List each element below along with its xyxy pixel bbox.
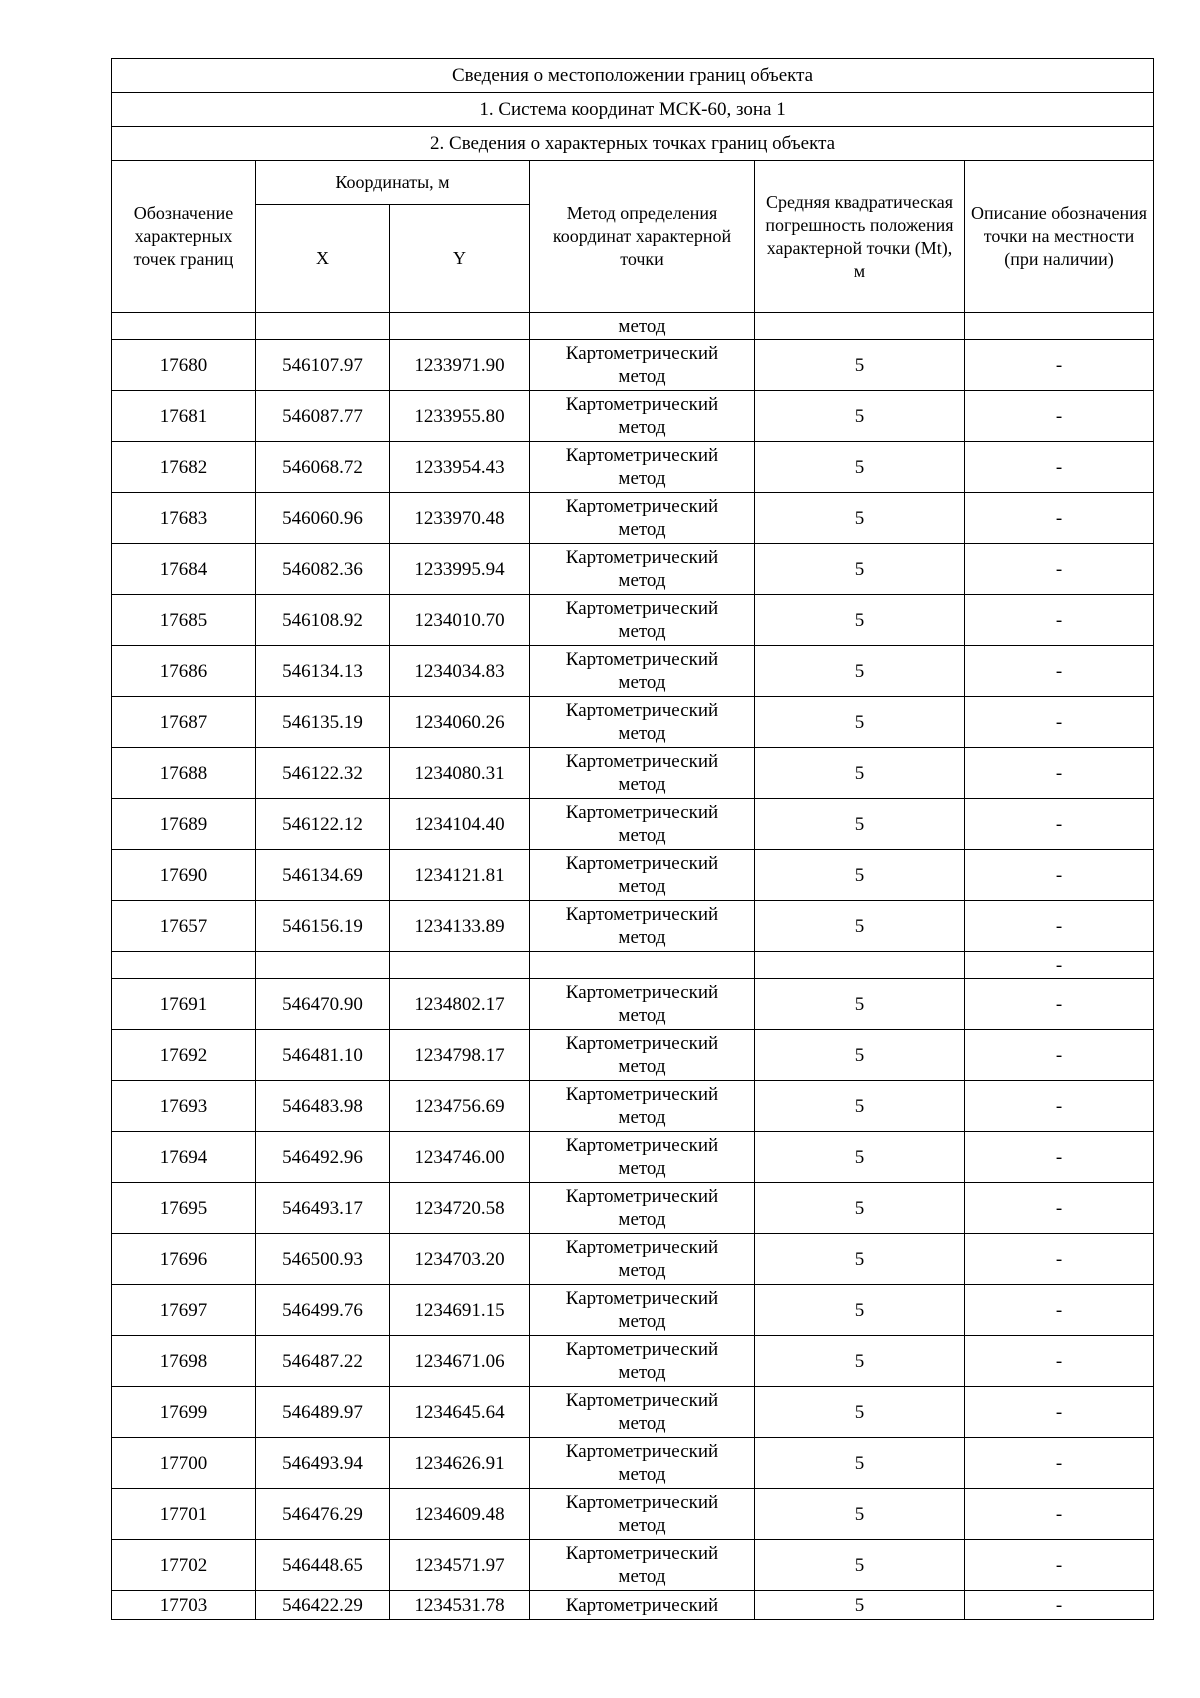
method-line-2: метод xyxy=(618,519,666,540)
cell-x: 546108.92 xyxy=(256,595,390,646)
table-row xyxy=(112,748,1154,799)
method-line-1: Картометрический xyxy=(565,649,719,670)
method-line-1: Картометрический xyxy=(565,598,719,619)
header-method: Метод определения координат характерной точки xyxy=(530,161,755,313)
cell-method xyxy=(530,1489,755,1540)
cell-x: 546134.13 xyxy=(256,646,390,697)
cell-desc: - xyxy=(965,748,1154,799)
cell-desc: - xyxy=(965,1336,1154,1387)
cell-mt: 5 xyxy=(755,1387,965,1438)
cell-mt: 5 xyxy=(755,544,965,595)
cell-x: 546087.77 xyxy=(256,391,390,442)
cell-x: 546492.96 xyxy=(256,1132,390,1183)
method-line-1: Картометрический xyxy=(565,1441,719,1462)
cell-mt: 5 xyxy=(755,850,965,901)
cell-mt: 5 xyxy=(755,979,965,1030)
cell-y: 1234034.83 xyxy=(390,646,530,697)
cell-desc: - xyxy=(965,1183,1154,1234)
table-row xyxy=(112,1387,1154,1438)
cell-y: 1234010.70 xyxy=(390,595,530,646)
cell-mt: 5 xyxy=(755,901,965,952)
cell-y: 1234121.81 xyxy=(390,850,530,901)
cell-x: 546500.93 xyxy=(256,1234,390,1285)
method-line-1: Картометрический xyxy=(565,853,719,874)
cell-y: 1234609.48 xyxy=(390,1489,530,1540)
method-line-2: метод xyxy=(618,570,666,591)
cell-y: 1233995.94 xyxy=(390,544,530,595)
cell-id: 17690 xyxy=(112,850,256,901)
method-line-2: метод xyxy=(618,1260,666,1281)
method-line-1: Картометрический xyxy=(565,751,719,772)
table-row xyxy=(112,1540,1154,1591)
cell-x: 546068.72 xyxy=(256,442,390,493)
cell-mt: 5 xyxy=(755,1336,965,1387)
table-row xyxy=(112,1438,1154,1489)
method-line-2: метод xyxy=(618,366,666,387)
method-line-1: Картометрический xyxy=(565,343,719,364)
cell-mt: 5 xyxy=(755,1438,965,1489)
table-row xyxy=(112,595,1154,646)
cell-y: 1234746.00 xyxy=(390,1132,530,1183)
table-row xyxy=(112,1336,1154,1387)
cell-id xyxy=(112,952,256,979)
method-line-2: метод xyxy=(618,1464,666,1485)
method-line-2: метод xyxy=(618,774,666,795)
cell-desc: - xyxy=(965,646,1154,697)
cell-x: 546483.98 xyxy=(256,1081,390,1132)
cell-y xyxy=(390,952,530,979)
cell-x: 546122.32 xyxy=(256,748,390,799)
cell-y: 1233954.43 xyxy=(390,442,530,493)
cell-desc: - xyxy=(965,1540,1154,1591)
method-line-1: Картометрический xyxy=(565,394,719,415)
method-line-1: Картометрический xyxy=(565,547,719,568)
cell-method xyxy=(530,1387,755,1438)
cell-id: 17700 xyxy=(112,1438,256,1489)
cell-mt xyxy=(755,313,965,340)
cell-desc: - xyxy=(965,1285,1154,1336)
method-line-1: Картометрический xyxy=(565,700,719,721)
cell-x: 546493.17 xyxy=(256,1183,390,1234)
cell-mt: 5 xyxy=(755,1234,965,1285)
table-row xyxy=(112,493,1154,544)
cell-desc: - xyxy=(965,1081,1154,1132)
cell-desc: - xyxy=(965,595,1154,646)
table-row xyxy=(112,1489,1154,1540)
cell-id: 17683 xyxy=(112,493,256,544)
cell-method xyxy=(530,979,755,1030)
method-line-1: Картометрический xyxy=(565,496,719,517)
cell-id: 17685 xyxy=(112,595,256,646)
table-row xyxy=(112,1591,1154,1620)
header-description: Описание обозначения точки на местности (при наличии) xyxy=(965,161,1154,313)
table-row xyxy=(112,901,1154,952)
cell-desc: - xyxy=(965,952,1154,979)
method-line-2: метод xyxy=(618,1005,666,1026)
coordinate-system-title: 1. Система координат МСК-60, зона 1 xyxy=(112,93,1154,127)
cell-desc: - xyxy=(965,442,1154,493)
method-line-1: Картометрический xyxy=(565,1339,719,1360)
cell-x: 546489.97 xyxy=(256,1387,390,1438)
cell-mt: 5 xyxy=(755,340,965,391)
method-line-2: метод xyxy=(618,1362,666,1383)
cell-mt: 5 xyxy=(755,595,965,646)
method-line-1: Картометрический xyxy=(565,445,719,466)
cell-mt: 5 xyxy=(755,1591,965,1620)
table-row xyxy=(112,1183,1154,1234)
header-x: X xyxy=(256,205,390,313)
cell-method xyxy=(530,391,755,442)
cell-id: 17702 xyxy=(112,1540,256,1591)
cell-id: 17688 xyxy=(112,748,256,799)
cell-mt: 5 xyxy=(755,1030,965,1081)
cell-id: 17684 xyxy=(112,544,256,595)
cell-id: 17691 xyxy=(112,979,256,1030)
cell-x: 546060.96 xyxy=(256,493,390,544)
cell-x: 546493.94 xyxy=(256,1438,390,1489)
method-line-2: метод xyxy=(618,1566,666,1587)
method-line-1: Картометрический xyxy=(565,904,719,925)
cell-method xyxy=(530,340,755,391)
method-line-1: Картометрический xyxy=(565,1186,719,1207)
cell-x xyxy=(256,952,390,979)
method-line-1: Картометрический xyxy=(565,1390,719,1411)
cell-mt: 5 xyxy=(755,748,965,799)
method-line-1: Картометрический xyxy=(565,1288,719,1309)
header-mean-error: Средняя квадратическая погрешность положения характерной точки (Mt), м xyxy=(755,161,965,313)
cell-id: 17680 xyxy=(112,340,256,391)
table-row xyxy=(112,1132,1154,1183)
cell-y: 1234571.97 xyxy=(390,1540,530,1591)
cell-id: 17682 xyxy=(112,442,256,493)
method-line-2: метод xyxy=(618,621,666,642)
cell-x: 546122.12 xyxy=(256,799,390,850)
cell-x: 546156.19 xyxy=(256,901,390,952)
method-line-2: метод xyxy=(618,825,666,846)
method-line-1: Картометрический xyxy=(565,982,719,1003)
cell-desc: - xyxy=(965,1030,1154,1081)
cell-id: 17686 xyxy=(112,646,256,697)
cell-desc: - xyxy=(965,901,1154,952)
cell-method xyxy=(530,595,755,646)
cell-y: 1234626.91 xyxy=(390,1438,530,1489)
cell-id: 17699 xyxy=(112,1387,256,1438)
cell-y: 1234645.64 xyxy=(390,1387,530,1438)
cell-method xyxy=(530,1285,755,1336)
cell-id: 17696 xyxy=(112,1234,256,1285)
cell-desc: - xyxy=(965,493,1154,544)
cell-y: 1234671.06 xyxy=(390,1336,530,1387)
cell-desc: - xyxy=(965,391,1154,442)
cell-mt: 5 xyxy=(755,1183,965,1234)
method-line-2: метод xyxy=(618,468,666,489)
cell-method xyxy=(530,952,755,979)
table-row xyxy=(112,391,1154,442)
method-line-2: метод xyxy=(618,1107,666,1128)
cell-mt: 5 xyxy=(755,1132,965,1183)
cell-y: 1234104.40 xyxy=(390,799,530,850)
cell-desc: - xyxy=(965,799,1154,850)
cell-desc: - xyxy=(965,1234,1154,1285)
cell-method xyxy=(530,1438,755,1489)
cell-y: 1234531.78 xyxy=(390,1591,530,1620)
separator-row xyxy=(112,952,1154,979)
cell-mt: 5 xyxy=(755,799,965,850)
table-row xyxy=(112,646,1154,697)
cell-x: 546422.29 xyxy=(256,1591,390,1620)
cell-y: 1234756.69 xyxy=(390,1081,530,1132)
cell-y xyxy=(390,313,530,340)
method-line-2: метод xyxy=(618,876,666,897)
cell-id: 17703 xyxy=(112,1591,256,1620)
table-row xyxy=(112,979,1154,1030)
cell-method xyxy=(530,1183,755,1234)
method-line-2: метод xyxy=(618,672,666,693)
cell-id: 17697 xyxy=(112,1285,256,1336)
cell-id: 17692 xyxy=(112,1030,256,1081)
header-coordinates: Координаты, м xyxy=(256,161,530,205)
table-row xyxy=(112,1030,1154,1081)
cell-desc: - xyxy=(965,1387,1154,1438)
cell-id: 17681 xyxy=(112,391,256,442)
cell-method xyxy=(530,1030,755,1081)
cell-mt: 5 xyxy=(755,442,965,493)
cell-y: 1234802.17 xyxy=(390,979,530,1030)
method-line-2: метод xyxy=(618,1311,666,1332)
table-row xyxy=(112,1285,1154,1336)
cell-method: метод xyxy=(530,313,755,340)
cell-y: 1234720.58 xyxy=(390,1183,530,1234)
cell-x: 546481.10 xyxy=(256,1030,390,1081)
method-line-2: метод xyxy=(618,1515,666,1536)
cell-x: 546476.29 xyxy=(256,1489,390,1540)
continuation-row xyxy=(112,313,1154,340)
cell-method xyxy=(530,1336,755,1387)
table-row xyxy=(112,544,1154,595)
method-line-2: метод xyxy=(618,927,666,948)
cell-desc xyxy=(965,313,1154,340)
cell-id: 17701 xyxy=(112,1489,256,1540)
cell-mt: 5 xyxy=(755,1285,965,1336)
cell-y: 1234080.31 xyxy=(390,748,530,799)
method-line-1: Картометрический xyxy=(565,1135,719,1156)
cell-x: 546134.69 xyxy=(256,850,390,901)
cell-id: 17695 xyxy=(112,1183,256,1234)
cell-x: 546107.97 xyxy=(256,340,390,391)
table-row xyxy=(112,1234,1154,1285)
cell-y: 1233970.48 xyxy=(390,493,530,544)
cell-id: 17693 xyxy=(112,1081,256,1132)
cell-y: 1234691.15 xyxy=(390,1285,530,1336)
table-row xyxy=(112,442,1154,493)
cell-method xyxy=(530,1234,755,1285)
method-line-1: Картометрический xyxy=(565,1084,719,1105)
table-row xyxy=(112,1081,1154,1132)
cell-mt: 5 xyxy=(755,1489,965,1540)
cell-mt: 5 xyxy=(755,391,965,442)
method-line-1: Картометрический xyxy=(565,802,719,823)
cell-id: 17687 xyxy=(112,697,256,748)
method-line-1: Картометрический xyxy=(565,1237,719,1258)
cell-y: 1234060.26 xyxy=(390,697,530,748)
cell-id: 17698 xyxy=(112,1336,256,1387)
cell-desc: - xyxy=(965,697,1154,748)
cell-desc: - xyxy=(965,544,1154,595)
cell-mt: 5 xyxy=(755,1081,965,1132)
cell-x: 546499.76 xyxy=(256,1285,390,1336)
cell-y: 1234703.20 xyxy=(390,1234,530,1285)
method-line-2: метод xyxy=(618,1158,666,1179)
cell-desc: - xyxy=(965,1438,1154,1489)
cell-method xyxy=(530,901,755,952)
cell-method xyxy=(530,850,755,901)
cell-y: 1233955.80 xyxy=(390,391,530,442)
cell-y: 1234798.17 xyxy=(390,1030,530,1081)
cell-desc: - xyxy=(965,979,1154,1030)
cell-id: 17657 xyxy=(112,901,256,952)
cell-y: 1233971.90 xyxy=(390,340,530,391)
cell-x: 546470.90 xyxy=(256,979,390,1030)
cell-mt: 5 xyxy=(755,646,965,697)
cell-x: 546135.19 xyxy=(256,697,390,748)
boundary-points-table xyxy=(111,58,1154,1620)
method-line-2: метод xyxy=(618,1056,666,1077)
cell-desc: - xyxy=(965,1489,1154,1540)
cell-method xyxy=(530,1540,755,1591)
section-title: Сведения о местоположении границ объекта xyxy=(112,59,1154,93)
cell-mt: 5 xyxy=(755,1540,965,1591)
cell-x: 546448.65 xyxy=(256,1540,390,1591)
cell-mt: 5 xyxy=(755,493,965,544)
cell-method xyxy=(530,646,755,697)
method-line-1: Картометрический xyxy=(565,1543,719,1564)
method-line-1: Картометрический xyxy=(565,1033,719,1054)
method-line-2: метод xyxy=(618,1209,666,1230)
cell-method xyxy=(530,697,755,748)
table-row xyxy=(112,799,1154,850)
method-line-2: метод xyxy=(618,417,666,438)
cell-method xyxy=(530,748,755,799)
cell-x: 546082.36 xyxy=(256,544,390,595)
cell-method xyxy=(530,1081,755,1132)
cell-id: 17689 xyxy=(112,799,256,850)
cell-id xyxy=(112,313,256,340)
cell-mt xyxy=(755,952,965,979)
table-row xyxy=(112,340,1154,391)
cell-method xyxy=(530,544,755,595)
cell-desc: - xyxy=(965,850,1154,901)
points-section-title: 2. Сведения о характерных точках границ объекта xyxy=(112,127,1154,161)
method-line-2: метод xyxy=(618,1413,666,1434)
method-line-1: Картометрический xyxy=(565,1492,719,1513)
cell-method: Картометрический xyxy=(530,1591,755,1620)
cell-method xyxy=(530,799,755,850)
cell-desc: - xyxy=(965,1132,1154,1183)
cell-id: 17694 xyxy=(112,1132,256,1183)
table-row xyxy=(112,697,1154,748)
cell-desc: - xyxy=(965,1591,1154,1620)
cell-method xyxy=(530,493,755,544)
header-y: Y xyxy=(390,205,530,313)
cell-method xyxy=(530,1132,755,1183)
table-row xyxy=(112,850,1154,901)
header-point-designation: Обозначение характерных точек границ xyxy=(112,161,256,313)
method-line-2: метод xyxy=(618,723,666,744)
cell-method xyxy=(530,442,755,493)
cell-desc: - xyxy=(965,340,1154,391)
cell-mt: 5 xyxy=(755,697,965,748)
cell-x: 546487.22 xyxy=(256,1336,390,1387)
cell-x xyxy=(256,313,390,340)
cell-y: 1234133.89 xyxy=(390,901,530,952)
